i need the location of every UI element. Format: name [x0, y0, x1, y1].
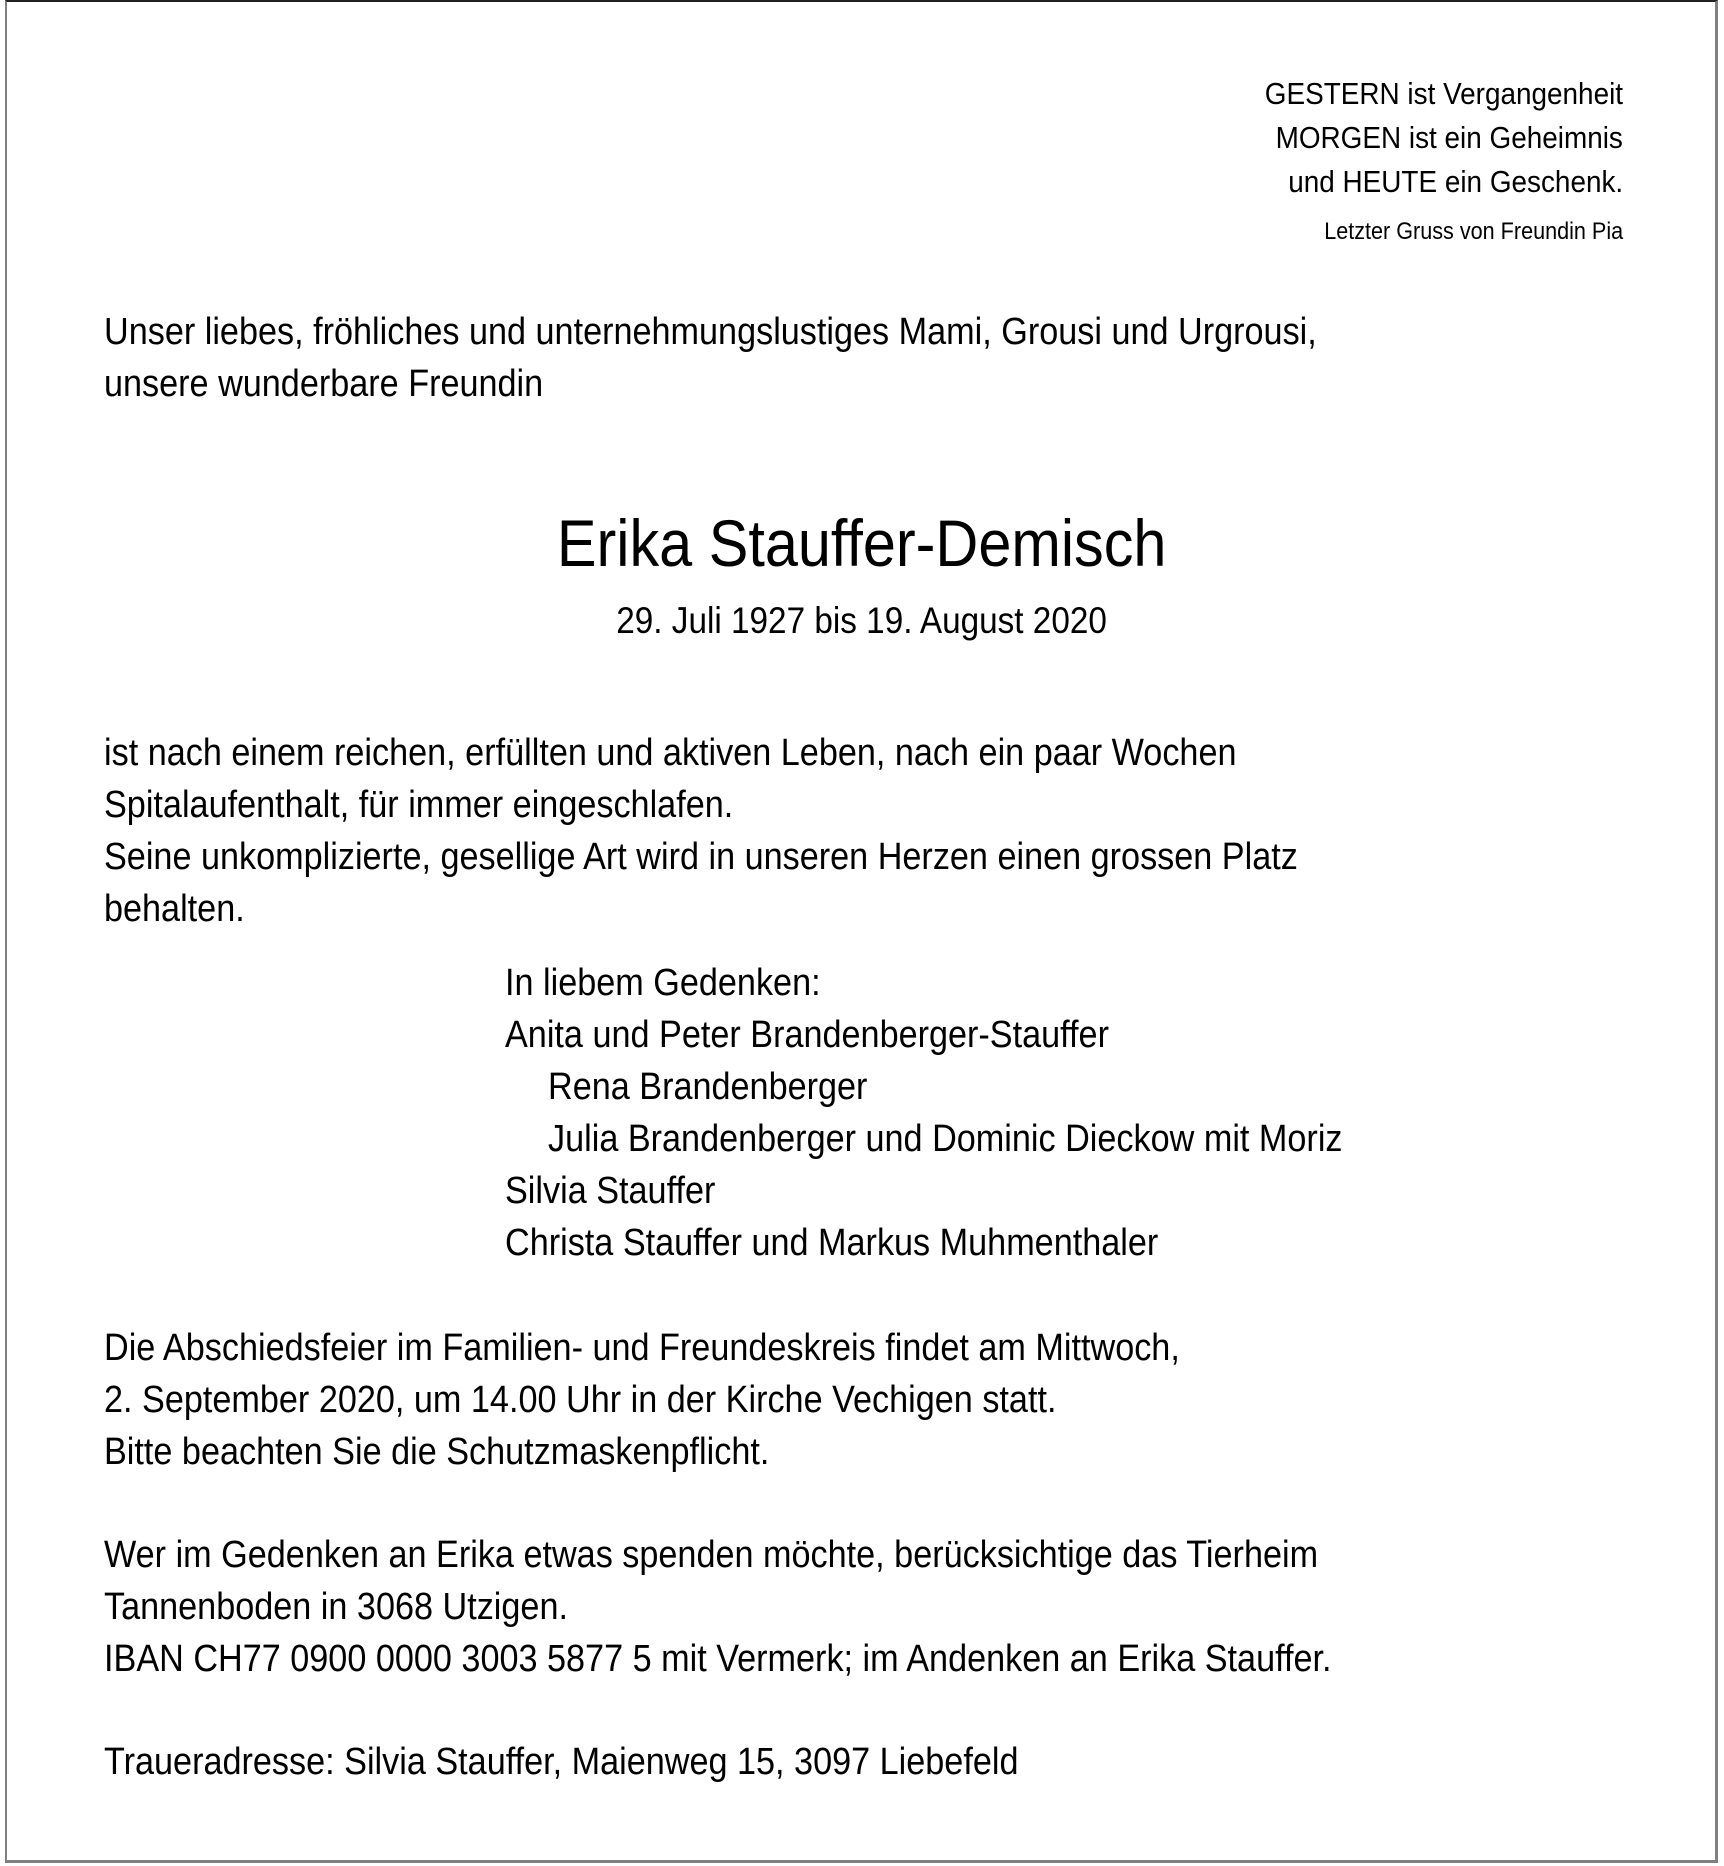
mourners-heading: In liebem Gedenken:	[505, 962, 821, 1004]
ceremony-line: Die Abschiedsfeier im Familien- und Freundeskreis findet am Mittwoch,	[104, 1327, 1180, 1369]
life-dates	[0, 602, 1724, 639]
message-line: ist nach einem reichen, erfüllten und aktiven Leben, nach ein paar Wochen	[104, 732, 1237, 774]
intro-line: unsere wunderbare Freundin	[104, 363, 544, 405]
mourner-entry: Julia Brandenberger und Dominic Dieckow mit Moriz	[548, 1118, 1343, 1160]
donation-line: Tannenboden in 3068 Utzigen.	[104, 1586, 568, 1628]
motto-line: und HEUTE ein Geschenk.	[1288, 164, 1623, 199]
deceased-name	[0, 506, 1724, 580]
obituary-frame	[5, 0, 1718, 1863]
deceased-name-text: Erika Stauffer-Demisch	[557, 506, 1167, 580]
mourner-entry: Rena Brandenberger	[548, 1066, 868, 1108]
ceremony-line: 2. September 2020, um 14.00 Uhr in der Kirche Vechigen statt.	[104, 1379, 1057, 1421]
intro-line: Unser liebes, fröhliches und unternehmungslustiges Mami, Grousi und Urgrousi,	[104, 311, 1317, 353]
message-line: Spitalaufenthalt, für immer eingeschlafen.	[104, 784, 734, 826]
life-dates-text: 29. Juli 1927 bis 19. August 2020	[616, 600, 1108, 641]
motto-line: GESTERN ist Vergangenheit	[1264, 76, 1623, 111]
motto-line: MORGEN ist ein Geheimnis	[1275, 120, 1623, 155]
mourner-entry: Anita und Peter Brandenberger-Stauffer	[505, 1014, 1109, 1056]
motto-signature: Letzter Gruss von Freundin Pia	[1324, 218, 1623, 245]
message-line: behalten.	[104, 888, 245, 930]
mourner-entry: Christa Stauffer und Markus Muhmenthaler	[505, 1222, 1159, 1264]
message-line: Seine unkomplizierte, gesellige Art wird in unseren Herzen einen grossen Platz	[104, 836, 1298, 878]
donation-iban-line: IBAN CH77 0900 0000 3003 5877 5 mit Vermerk; im Andenken an Erika Stauffer.	[104, 1638, 1332, 1680]
mourning-address: Traueradresse: Silvia Stauffer, Maienweg 15, 3097 Liebefeld	[104, 1741, 1019, 1783]
mourner-entry: Silvia Stauffer	[505, 1170, 716, 1212]
donation-line: Wer im Gedenken an Erika etwas spenden möchte, berücksichtige das Tierheim	[104, 1534, 1319, 1576]
ceremony-line: Bitte beachten Sie die Schutzmaskenpflicht.	[104, 1431, 770, 1473]
